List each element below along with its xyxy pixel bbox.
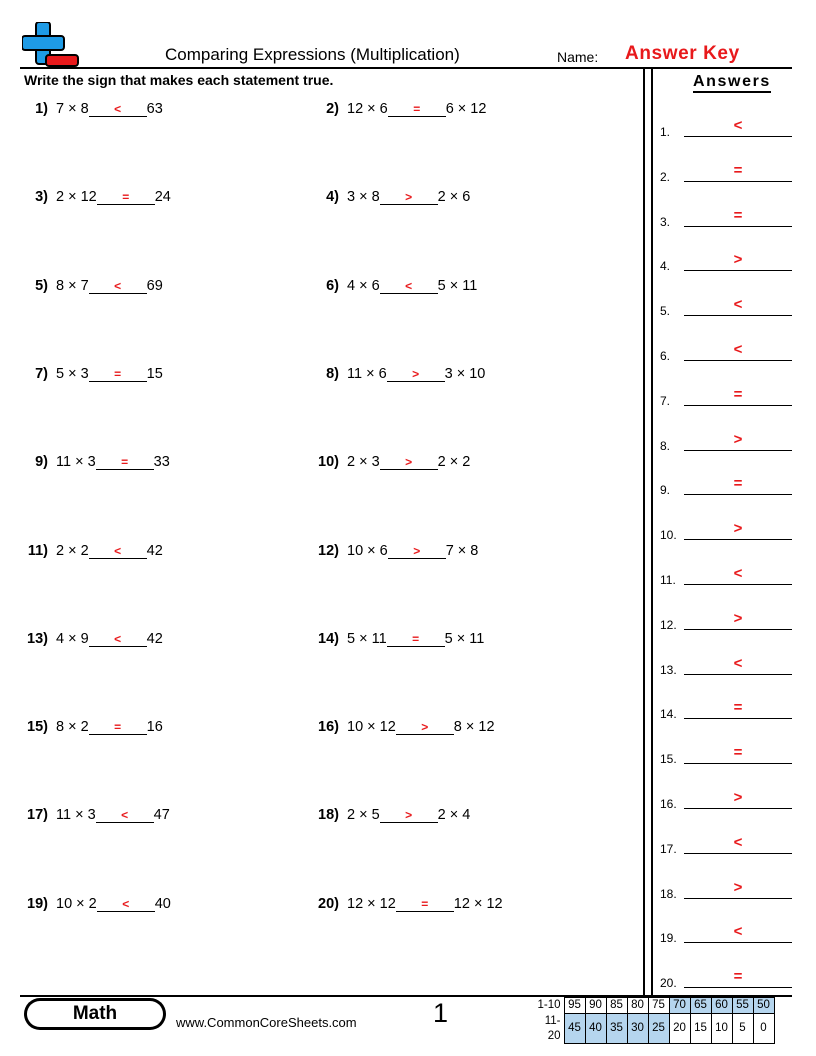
- problem-number: 12): [318, 542, 339, 559]
- answer-value: <: [733, 296, 743, 314]
- problem-right-expression: 6 × 12: [445, 101, 487, 117]
- answer-row: [660, 475, 792, 497]
- score-cell: 15: [690, 1014, 711, 1044]
- answers-title: Answers: [693, 73, 771, 93]
- problem-number: 3): [35, 189, 48, 206]
- answer-line[interactable]: [684, 987, 792, 988]
- problem-number: 9): [35, 454, 48, 471]
- problem-left-expression: 2 × 12: [56, 189, 97, 206]
- answer-number: 9.: [660, 483, 671, 498]
- score-row: [532, 998, 774, 1014]
- answer-row: [660, 251, 792, 273]
- problem-left-expression: 11 × 6: [347, 365, 387, 382]
- problem-right-expression: 8 × 12: [453, 719, 495, 736]
- problem-left-expression: 8 × 7: [56, 277, 89, 294]
- answer-value: <: [733, 654, 743, 672]
- answer-row: [660, 699, 792, 721]
- answer-line[interactable]: [684, 181, 792, 182]
- score-table: [532, 997, 775, 1044]
- answer-value: =: [733, 385, 743, 403]
- answer-value: <: [733, 117, 743, 134]
- column-divider: [643, 69, 653, 995]
- answer-line[interactable]: [684, 405, 792, 406]
- answer-line[interactable]: [684, 136, 792, 137]
- answer-number: 11.: [660, 573, 676, 587]
- score-row: [532, 1014, 774, 1044]
- answer-number: 19.: [660, 931, 677, 946]
- problem-item: [313, 454, 470, 470]
- problem-left-expression: 2 × 3: [347, 454, 380, 471]
- name-label: Name:: [557, 49, 599, 65]
- answer-row: [660, 610, 792, 632]
- answer-line[interactable]: [684, 942, 792, 943]
- score-cell: 70: [669, 998, 690, 1014]
- problem-item: [313, 543, 478, 559]
- answer-row: [660, 117, 792, 139]
- problem-item: [22, 454, 170, 470]
- score-cell: 40: [585, 1014, 606, 1044]
- comparison-blank[interactable]: <: [89, 102, 147, 117]
- problem-right-expression: 2 × 2: [437, 454, 471, 471]
- answer-number: 1.: [660, 125, 671, 139]
- answer-row: [660, 923, 792, 945]
- score-row-label: 1-10: [537, 999, 561, 1011]
- comparison-blank[interactable]: >: [380, 190, 438, 205]
- problem-left-expression: 10 × 12: [347, 719, 396, 736]
- answer-number: 6.: [660, 349, 671, 363]
- score-cell: 0: [753, 1014, 774, 1044]
- comparison-blank[interactable]: =: [396, 897, 454, 912]
- comparison-blank[interactable]: <: [89, 632, 147, 647]
- problem-number: 10): [318, 454, 339, 471]
- subject-badge: [24, 998, 166, 1030]
- answer-row: [660, 834, 792, 856]
- answer-line[interactable]: [684, 450, 792, 451]
- comparison-blank[interactable]: >: [387, 367, 445, 382]
- comparison-blank[interactable]: <: [89, 544, 147, 559]
- answer-value: =: [733, 968, 743, 986]
- answer-number: 12.: [660, 617, 677, 632]
- answer-line[interactable]: [684, 718, 792, 719]
- subject-label: Math: [27, 1001, 163, 1027]
- comparison-blank[interactable]: >: [388, 544, 446, 559]
- score-cell: 80: [627, 998, 648, 1014]
- score-cell: 20: [669, 1014, 690, 1044]
- problem-item: [313, 189, 470, 205]
- answer-row: [660, 565, 792, 587]
- problem-item: [313, 896, 503, 912]
- answer-number: 10.: [660, 528, 677, 543]
- problem-right-expression: 69: [146, 277, 163, 294]
- answer-line[interactable]: [684, 226, 792, 227]
- problem-number: 1): [35, 101, 48, 117]
- problem-number: 2): [326, 101, 339, 117]
- answer-line[interactable]: [684, 808, 792, 809]
- problem-left-expression: 12 × 6: [347, 101, 388, 117]
- problem-right-expression: 7 × 8: [445, 542, 479, 559]
- score-cell: 10: [711, 1014, 732, 1044]
- comparison-blank[interactable]: =: [388, 102, 446, 117]
- answer-line[interactable]: [684, 270, 792, 271]
- problem-item: [313, 278, 477, 294]
- comparison-blank[interactable]: <: [97, 897, 155, 912]
- answer-row: [660, 296, 792, 318]
- problem-number: 20): [318, 895, 339, 912]
- answer-value: =: [733, 744, 743, 762]
- answer-row: [660, 789, 792, 811]
- problem-number: 5): [35, 277, 48, 294]
- score-cell: 65: [690, 998, 711, 1014]
- problem-item: [22, 719, 163, 735]
- problem-number: 4): [326, 189, 339, 206]
- problem-item: [313, 366, 485, 382]
- comparison-blank[interactable]: =: [89, 720, 147, 735]
- problem-number: 6): [326, 277, 339, 294]
- problem-right-expression: 42: [146, 542, 163, 559]
- plus-minus-logo-icon: [22, 22, 80, 68]
- answer-value: =: [733, 475, 743, 493]
- answer-row: [660, 431, 792, 453]
- problem-right-expression: 47: [153, 807, 170, 824]
- answer-number: 17.: [660, 841, 677, 856]
- name-value: Answer Key: [625, 43, 740, 64]
- answer-line[interactable]: [684, 763, 792, 764]
- score-cell: 55: [732, 998, 753, 1014]
- comparison-blank[interactable]: =: [96, 455, 154, 470]
- problem-right-expression: 42: [146, 630, 163, 647]
- answer-value: =: [733, 206, 743, 224]
- comparison-blank[interactable]: =: [387, 632, 445, 647]
- answer-value: <: [733, 833, 743, 851]
- answer-row: [660, 341, 792, 363]
- answer-number: 13.: [660, 662, 677, 677]
- comparison-blank[interactable]: <: [380, 279, 438, 294]
- problem-item: [313, 631, 484, 647]
- answer-value: >: [733, 430, 743, 448]
- problem-right-expression: 5 × 11: [444, 630, 485, 647]
- answer-number: 8.: [660, 438, 671, 453]
- problem-item: [22, 101, 163, 117]
- problem-right-expression: 40: [154, 895, 171, 912]
- problem-left-expression: 4 × 9: [56, 630, 89, 647]
- answer-value: >: [733, 251, 743, 269]
- problem-left-expression: 7 × 8: [56, 101, 89, 117]
- answer-number: 2.: [660, 169, 671, 184]
- problem-right-expression: 2 × 4: [437, 807, 471, 824]
- comparison-blank[interactable]: >: [380, 455, 438, 470]
- problem-number: 15): [27, 719, 48, 736]
- problem-right-expression: 2 × 6: [437, 189, 471, 206]
- score-cell: 30: [627, 1014, 648, 1044]
- problem-left-expression: 4 × 6: [347, 277, 380, 294]
- answer-number: 5.: [660, 304, 671, 319]
- problem-right-expression: 15: [146, 365, 163, 382]
- problem-item: [22, 896, 171, 912]
- page-number: 1: [433, 998, 449, 1028]
- answer-line[interactable]: [684, 853, 792, 854]
- score-cell: 95: [564, 998, 585, 1014]
- comparison-blank[interactable]: <: [89, 279, 147, 294]
- problem-number: 7): [35, 365, 48, 382]
- problem-left-expression: 3 × 8: [347, 189, 380, 206]
- instructions: Write the sign that makes each statement true.: [24, 72, 334, 88]
- answer-value: =: [733, 161, 743, 179]
- problem-left-expression: 10 × 2: [56, 895, 97, 912]
- problem-item: [22, 807, 170, 823]
- problem-left-expression: 5 × 3: [56, 365, 89, 382]
- problem-number: 17): [27, 807, 48, 824]
- problem-right-expression: 12 × 12: [453, 895, 503, 912]
- answer-line[interactable]: [684, 629, 792, 630]
- score-cell: 90: [585, 998, 606, 1014]
- problem-item: [22, 366, 163, 382]
- problem-item: [22, 543, 163, 559]
- answer-number: 15.: [660, 752, 677, 767]
- problem-left-expression: 2 × 2: [56, 542, 89, 559]
- answer-number: 3.: [660, 214, 671, 229]
- problem-number: 16): [318, 719, 339, 736]
- problem-right-expression: 63: [146, 101, 163, 117]
- answer-line[interactable]: [684, 539, 792, 540]
- comparison-blank[interactable]: >: [396, 720, 454, 735]
- score-cell: 50: [753, 998, 774, 1014]
- answer-row: [660, 655, 792, 677]
- problem-left-expression: 5 × 11: [347, 630, 387, 647]
- answer-number: 7.: [660, 393, 671, 408]
- score-cell: 5: [732, 1014, 753, 1044]
- problem-item: [22, 278, 163, 294]
- answer-number: 14.: [660, 707, 677, 722]
- problem-left-expression: 12 × 12: [347, 895, 396, 912]
- problem-number: 14): [318, 630, 339, 647]
- score-cell: 35: [606, 1014, 627, 1044]
- problem-number: 19): [27, 895, 48, 912]
- problem-right-expression: 3 × 10: [444, 365, 486, 382]
- comparison-blank[interactable]: =: [97, 190, 155, 205]
- answer-row: [660, 879, 792, 901]
- answer-value: >: [733, 878, 743, 896]
- answer-line[interactable]: [684, 898, 792, 899]
- problem-item: [22, 189, 171, 205]
- score-cell: 45: [564, 1014, 585, 1044]
- answer-value: >: [733, 609, 743, 627]
- problem-number: 11): [27, 542, 48, 559]
- answer-row: [660, 207, 792, 229]
- answer-number: 4.: [660, 259, 671, 274]
- answer-value: <: [733, 565, 743, 582]
- answer-row: [660, 162, 792, 184]
- answer-number: 16.: [660, 797, 677, 811]
- answer-row: [660, 744, 792, 766]
- answer-line[interactable]: [684, 494, 792, 495]
- worksheet-title: Comparing Expressions (Multiplication): [165, 45, 460, 64]
- problem-right-expression: 5 × 11: [437, 277, 478, 294]
- answer-value: <: [733, 341, 743, 358]
- comparison-blank[interactable]: <: [96, 808, 154, 823]
- answer-row: [660, 386, 792, 408]
- answer-number: 20.: [660, 976, 677, 991]
- problem-item: [22, 631, 163, 647]
- header-rule: [20, 67, 792, 69]
- score-cell: 75: [648, 998, 669, 1014]
- score-cell: 25: [648, 1014, 669, 1044]
- problem-left-expression: 8 × 2: [56, 719, 89, 736]
- problem-right-expression: 16: [146, 719, 163, 736]
- problem-number: 18): [318, 807, 339, 824]
- problem-left-expression: 10 × 6: [347, 542, 388, 559]
- problem-number: 13): [27, 630, 48, 647]
- problem-left-expression: 11 × 3: [56, 807, 96, 824]
- problem-item: [313, 101, 486, 117]
- answer-value: =: [733, 699, 743, 717]
- comparison-blank[interactable]: >: [380, 808, 438, 823]
- answer-line[interactable]: [684, 674, 792, 675]
- score-row-label: 11-20: [544, 1014, 561, 1042]
- problem-item: [313, 807, 470, 823]
- answer-value: >: [733, 789, 743, 806]
- score-cell: 60: [711, 998, 732, 1014]
- problem-right-expression: 24: [154, 189, 171, 206]
- answer-number: 18.: [660, 886, 677, 901]
- answer-value: <: [733, 923, 743, 941]
- problem-number: 8): [326, 365, 339, 382]
- answer-line[interactable]: [684, 584, 792, 585]
- answer-line[interactable]: [684, 315, 792, 316]
- problem-item: [313, 719, 495, 735]
- problem-right-expression: 33: [153, 454, 170, 471]
- answer-line[interactable]: [684, 360, 792, 361]
- comparison-blank[interactable]: =: [89, 367, 147, 382]
- problem-left-expression: 11 × 3: [56, 454, 96, 471]
- score-cell: 85: [606, 998, 627, 1014]
- answer-row: [660, 968, 792, 990]
- website-link[interactable]: www.CommonCoreSheets.com: [176, 1015, 357, 1030]
- answer-row: [660, 520, 792, 542]
- problem-left-expression: 2 × 5: [347, 807, 380, 824]
- answer-value: >: [733, 520, 743, 538]
